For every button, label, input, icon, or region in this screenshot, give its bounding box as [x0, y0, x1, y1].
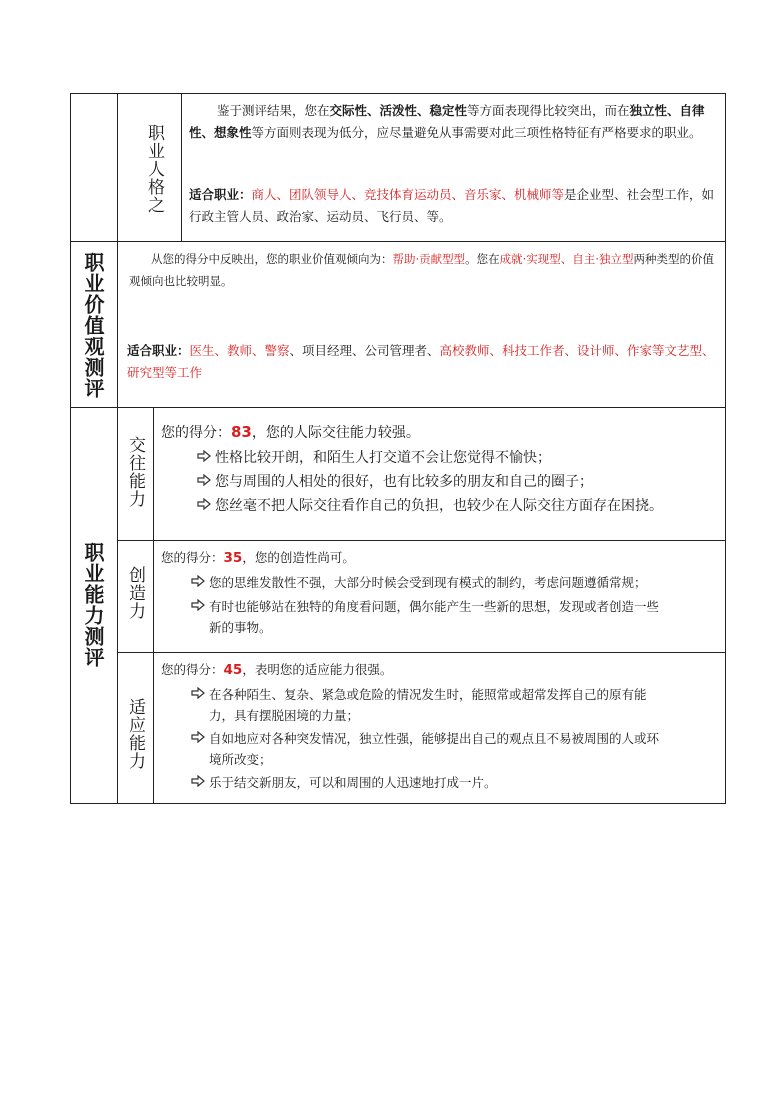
personality-row — [71, 94, 725, 242]
list-item: 有时也能够站在独特的角度看问题，偶尔能产生一些新的思想，发现或者创造一些新的事物。 — [191, 596, 661, 638]
arrow-right-icon — [191, 572, 209, 593]
adaptability-score-line: 您的得分：45，表明您的适应能力很强。 — [161, 662, 393, 678]
list-item: 性格比较开朗，和陌生人打交道不会让您觉得不愉快； — [197, 448, 717, 469]
values-row — [71, 242, 725, 408]
list-item: 您的思维发散性不强，大部分时候会受到现有模式的制约，考虑问题遵循常规； — [191, 572, 719, 593]
values-suitable-jobs: 适合职业：医生、教师、警察、项目经理、公司管理者、高校教师、科技工作者、设计师、作家等文艺型、研究型等工作 — [127, 343, 715, 380]
list-item: 乐于结交新朋友，可以和周围的人迅速地打成一片。 — [191, 772, 661, 793]
arrow-right-icon — [191, 684, 209, 726]
ability-row — [71, 408, 725, 803]
adaptability-label: 适应能力 — [125, 698, 145, 770]
arrow-right-icon — [191, 596, 209, 638]
arrow-right-icon — [197, 448, 215, 469]
arrow-right-icon — [191, 728, 209, 770]
arrow-right-icon — [197, 496, 215, 517]
adaptability-score: 45 — [223, 662, 243, 678]
ability-title: 职业能力测评 — [81, 542, 105, 668]
social-score: 83 — [231, 423, 252, 441]
personality-suitable-jobs: 适合职业：商人、团队领导人、竞技体育运动员、音乐家、机械师等是企业型、社会型工作，如行政主管人员、政治家、运动员、飞行员、等。 — [189, 187, 715, 224]
values-summary: 从您的得分中反映出，您的职业价值观倾向为：帮助·贡献型型。您在成就·实现型、自主·独立型两种类型的价值观倾向也比较明显。 — [129, 252, 714, 288]
arrow-right-icon — [197, 472, 215, 493]
list-item: 在各种陌生、复杂、紧急或危险的情况发生时，能照常或超常发挥自己的原有能力，具有摆脱困境的力量； — [191, 684, 661, 726]
evaluation-table — [70, 93, 726, 804]
list-item: 自如地应对各种突发情况，独立性强，能够提出自己的观点且不易被周围的人或环境所改变； — [191, 728, 661, 770]
social-ability-label: 交往能力 — [125, 436, 145, 508]
list-item: 您丝毫不把人际交往看作自己的负担，也较少在人际交往方面存在困挠。 — [197, 496, 717, 517]
creativity-score-line: 您的得分：35，您的创造性尚可。 — [161, 550, 355, 566]
list-item: 您与周围的人相处的很好，也有比较多的朋友和自己的圈子； — [197, 472, 717, 493]
personality-label: 职业人格之 — [144, 124, 164, 214]
personality-summary: 鉴于测评结果，您在交际性、活泼性、稳定性等方面表现得比较突出，而在独立性、自律性、想象性等方面则表现为低分，应尽量避免从事需要对此三项性格特征有严格要求的职业。 — [189, 103, 705, 140]
creativity-score: 35 — [223, 550, 243, 566]
values-title: 职业价值观测评 — [81, 252, 105, 399]
creativity-label: 创造力 — [125, 566, 145, 620]
social-score-line: 您的得分：83，您的人际交往能力较强。 — [161, 423, 420, 441]
arrow-right-icon — [191, 772, 209, 793]
